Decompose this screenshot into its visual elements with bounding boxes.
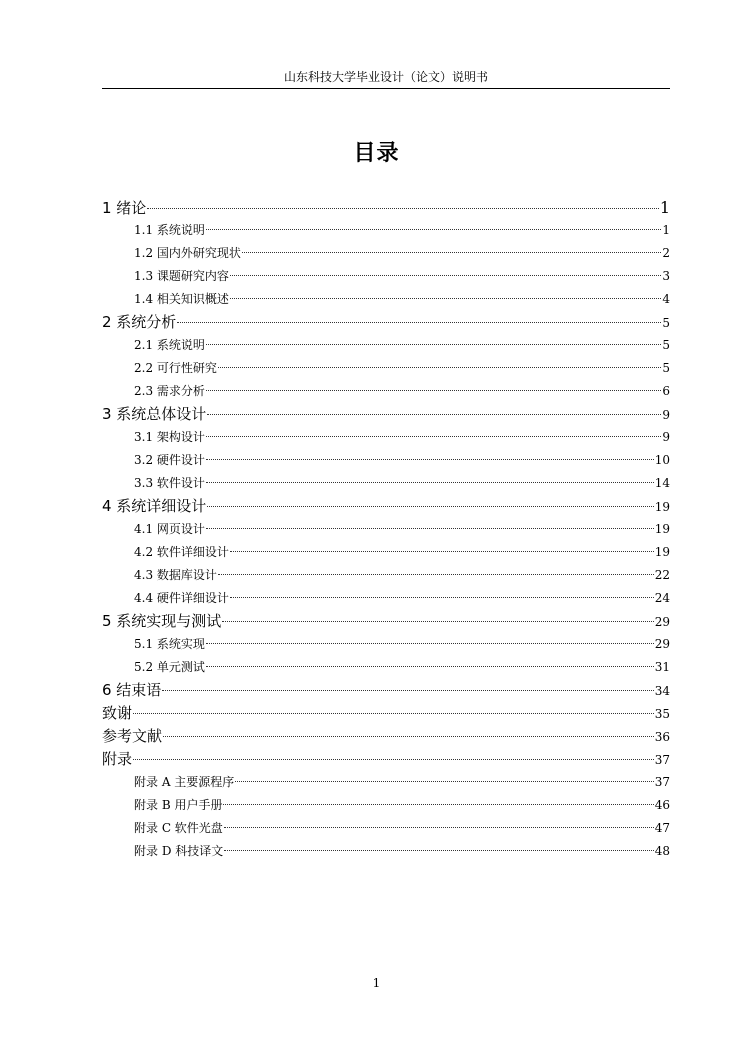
- toc-entry-page: 37: [654, 775, 670, 789]
- toc-chapter-entry[interactable]: [102, 311, 670, 334]
- toc-entry-label: 附录 C 软件光盘: [134, 821, 223, 835]
- dot-leader: [223, 804, 653, 805]
- toc-entry-page: 5: [662, 316, 670, 330]
- toc-entry-page: 31: [654, 660, 670, 674]
- toc-entry-page: 9: [662, 430, 670, 444]
- page-number: 1: [372, 976, 381, 990]
- dot-leader: [206, 229, 661, 230]
- toc-chapter-entry[interactable]: [102, 679, 670, 702]
- toc-appendix-entry[interactable]: [102, 817, 670, 840]
- toc-entry-label: 附录 D 科技译文: [134, 844, 224, 858]
- toc-entry-label: 1.2 国内外研究现状: [134, 246, 241, 260]
- toc-entry-label: 4 系统详细设计: [102, 497, 207, 515]
- dot-leader: [206, 482, 654, 483]
- toc-section-entry[interactable]: [102, 380, 670, 403]
- toc-section-entry[interactable]: [102, 449, 670, 472]
- toc-appendix-entry[interactable]: [102, 840, 670, 863]
- toc-section-entry[interactable]: [102, 633, 670, 656]
- toc-entry-page: 3: [662, 269, 670, 283]
- toc-entry-page: 2: [662, 246, 670, 260]
- toc-entry-page: 1: [659, 198, 670, 217]
- toc-title: 目录: [353, 141, 400, 166]
- dot-leader: [224, 850, 653, 851]
- toc-entry-label: 6 结束语: [102, 681, 162, 699]
- toc-entry-label: 附录 A 主要源程序: [134, 775, 235, 789]
- dot-leader: [206, 643, 654, 644]
- toc-entry-page: 35: [654, 707, 670, 721]
- toc-chapter-entry[interactable]: [102, 748, 670, 771]
- toc-entry-label: 1 绪论: [102, 199, 147, 217]
- toc-entry-page: 37: [654, 753, 670, 767]
- dot-leader: [230, 597, 654, 598]
- toc-entry-label: 2.3 需求分析: [134, 384, 205, 398]
- toc-entry-label: 3.2 硬件设计: [134, 453, 205, 467]
- toc-entry-label: 2 系统分析: [102, 313, 177, 331]
- dot-leader: [206, 390, 661, 391]
- toc-entry-page: 14: [654, 476, 670, 490]
- toc-section-entry[interactable]: [102, 219, 670, 242]
- toc-entry-label: 参考文献: [102, 727, 163, 745]
- dot-leader: [206, 344, 661, 345]
- toc-entry-page: 9: [662, 408, 670, 422]
- toc-entry-page: 19: [654, 500, 670, 514]
- toc-entry-page: 22: [654, 568, 670, 582]
- dot-leader: [207, 414, 661, 415]
- toc-entry-label: 4.3 数据库设计: [134, 568, 217, 582]
- toc-chapter-entry[interactable]: [102, 495, 670, 518]
- toc-section-entry[interactable]: [102, 472, 670, 495]
- toc-entry-label: 附录 B 用户手册: [134, 798, 223, 812]
- toc-entry-page: 10: [654, 453, 670, 467]
- toc-entry-page: 1: [662, 223, 670, 237]
- toc-appendix-entry[interactable]: [102, 794, 670, 817]
- toc-entry-label: 3 系统总体设计: [102, 405, 207, 423]
- toc-section-entry[interactable]: [102, 587, 670, 610]
- dot-leader: [224, 827, 654, 828]
- toc-section-entry[interactable]: [102, 265, 670, 288]
- toc-entry-label: 1.3 课题研究内容: [134, 269, 229, 283]
- table-of-contents: [102, 196, 670, 863]
- dot-leader: [230, 551, 654, 552]
- toc-entry-page: 29: [654, 615, 670, 629]
- toc-entry-page: 19: [654, 545, 670, 559]
- toc-entry-page: 34: [654, 684, 670, 698]
- toc-chapter-entry[interactable]: [102, 196, 670, 219]
- toc-entry-label: 致谢: [102, 704, 133, 722]
- dot-leader: [230, 298, 661, 299]
- toc-entry-label: 3.1 架构设计: [134, 430, 205, 444]
- toc-entry-label: 5.1 系统实现: [134, 637, 205, 651]
- toc-entry-label: 4.2 软件详细设计: [134, 545, 229, 559]
- dot-leader: [218, 367, 661, 368]
- toc-entry-label: 1.4 相关知识概述: [134, 292, 229, 306]
- toc-chapter-entry[interactable]: [102, 610, 670, 633]
- toc-entry-page: 5: [662, 338, 670, 352]
- toc-section-entry[interactable]: [102, 564, 670, 587]
- header-text: 山东科技大学毕业设计（论文）说明书: [283, 70, 488, 84]
- dot-leader: [206, 459, 654, 460]
- toc-chapter-entry[interactable]: [102, 725, 670, 748]
- toc-entry-page: 19: [654, 522, 670, 536]
- toc-entry-page: 46: [654, 798, 670, 812]
- toc-section-entry[interactable]: [102, 334, 670, 357]
- toc-entry-label: 4.4 硬件详细设计: [134, 591, 229, 605]
- toc-appendix-entry[interactable]: [102, 771, 670, 794]
- dot-leader: [206, 436, 661, 437]
- toc-entry-label: 2.2 可行性研究: [134, 361, 217, 375]
- toc-entry-page: 6: [662, 384, 670, 398]
- toc-entry-page: 29: [654, 637, 670, 651]
- dot-leader: [147, 208, 659, 209]
- dot-leader: [162, 690, 653, 691]
- dot-leader: [177, 322, 661, 323]
- toc-entry-label: 3.3 软件设计: [134, 476, 205, 490]
- dot-leader: [230, 275, 661, 276]
- toc-entry-label: 附录: [102, 750, 133, 768]
- dot-leader: [133, 759, 654, 760]
- toc-entry-page: 48: [654, 844, 670, 858]
- toc-entry-page: 5: [662, 361, 670, 375]
- toc-entry-page: 4: [662, 292, 670, 306]
- dot-leader: [163, 736, 654, 737]
- toc-chapter-entry[interactable]: [102, 702, 670, 725]
- toc-entry-label: 1.1 系统说明: [134, 223, 205, 237]
- dot-leader: [206, 666, 654, 667]
- dot-leader: [133, 713, 654, 714]
- toc-chapter-entry[interactable]: [102, 403, 670, 426]
- toc-section-entry[interactable]: [102, 357, 670, 380]
- toc-entry-label: 2.1 系统说明: [134, 338, 205, 352]
- toc-section-entry[interactable]: [102, 426, 670, 449]
- toc-entry-page: 47: [654, 821, 670, 835]
- dot-leader: [218, 574, 654, 575]
- dot-leader: [222, 621, 653, 622]
- toc-section-entry[interactable]: [102, 518, 670, 541]
- toc-entry-page: 36: [654, 730, 670, 744]
- toc-entry-page: 24: [654, 591, 670, 605]
- toc-section-entry[interactable]: [102, 656, 670, 679]
- toc-section-entry[interactable]: [102, 288, 670, 311]
- dot-leader: [207, 506, 653, 507]
- toc-entry-label: 4.1 网页设计: [134, 522, 205, 536]
- toc-entry-label: 5.2 单元测试: [134, 660, 205, 674]
- dot-leader: [206, 528, 654, 529]
- page-header: [102, 66, 670, 89]
- dot-leader: [242, 252, 661, 253]
- toc-section-entry[interactable]: [102, 541, 670, 564]
- toc-entry-label: 5 系统实现与测试: [102, 612, 222, 630]
- dot-leader: [235, 781, 653, 782]
- toc-section-entry[interactable]: [102, 242, 670, 265]
